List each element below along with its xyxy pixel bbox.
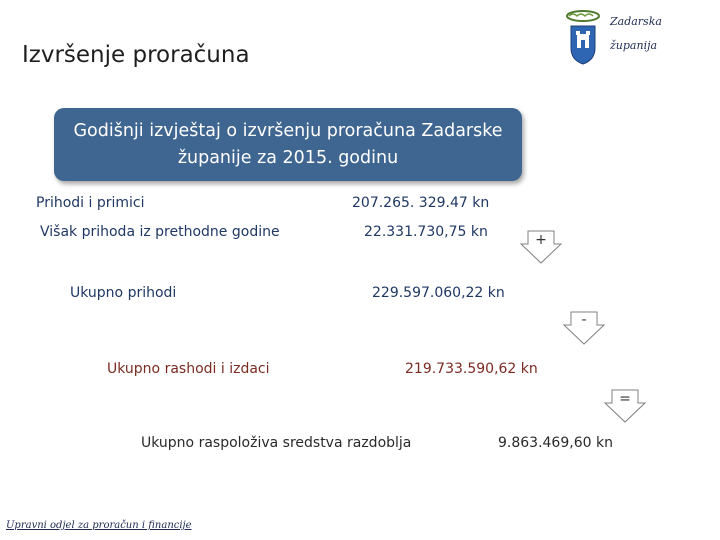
total-expenses-value: 219.733.590,62 kn: [405, 361, 538, 377]
logo-text: [610, 10, 662, 58]
page-title: Izvršenje proračuna: [22, 42, 250, 68]
minus-operator: -: [581, 312, 587, 328]
available-value: 9.863.469,60 kn: [498, 435, 613, 451]
total-income-value: 229.597.060,22 kn: [372, 285, 505, 301]
minus-arrow-icon: [563, 311, 605, 345]
plus-operator: +: [535, 232, 547, 248]
surplus-label: Višak prihoda iz prethodne godine: [40, 224, 280, 240]
footer-department: Upravni odjel za proračun i financije: [6, 520, 192, 531]
coat-of-arms-logo: [563, 6, 603, 68]
total-income-label: Ukupno prihodi: [70, 285, 177, 301]
banner-line2: županije za 2015. godinu: [177, 148, 399, 168]
banner-line1: Godišnji izvještaj o izvršenju proračuna Zadarske: [73, 121, 503, 141]
income-label: Prihodi i primici: [36, 195, 145, 211]
equals-operator: =: [619, 391, 631, 407]
equals-arrow-icon: [604, 389, 646, 423]
report-title-banner: [54, 108, 522, 181]
logo-text-line1: Zadarska: [610, 15, 662, 28]
available-label: Ukupno raspoloživa sredstva razdoblja: [141, 435, 412, 451]
income-value: 207.265. 329.47 kn: [352, 195, 490, 211]
total-expenses-label: Ukupno rashodi i izdaci: [107, 361, 270, 377]
logo-text-line2: županija: [610, 39, 658, 52]
plus-arrow-icon: [520, 230, 562, 264]
surplus-value: 22.331.730,75 kn: [364, 224, 488, 240]
